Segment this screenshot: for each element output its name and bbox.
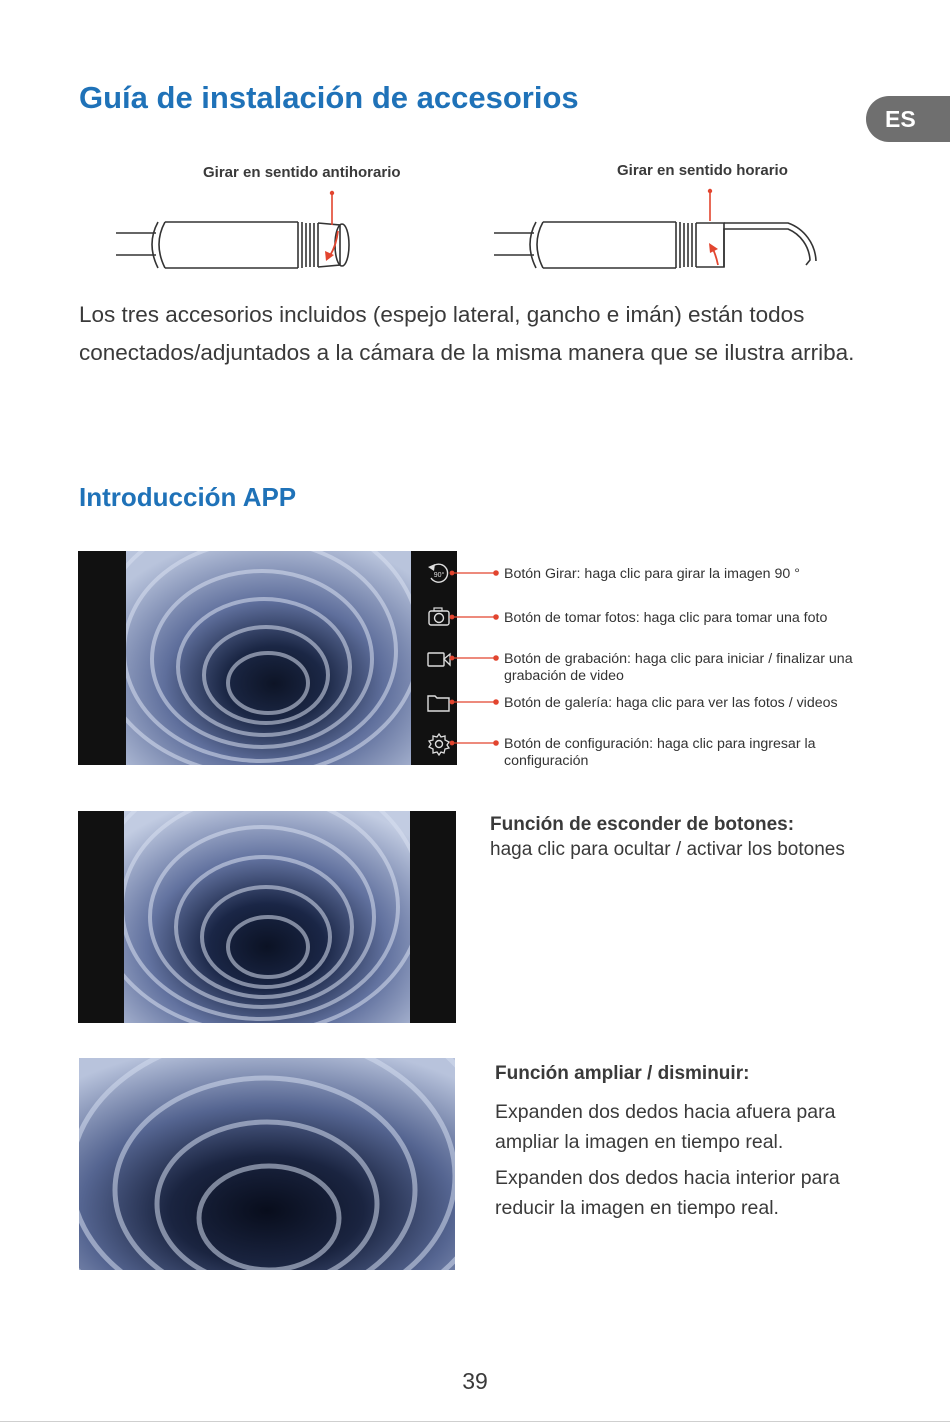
callout-photo: Botón de tomar fotos: haga clic para tomar una foto xyxy=(504,610,828,626)
ccw-camera-drawing xyxy=(116,222,349,268)
app-screenshot-hidden-buttons[interactable] xyxy=(78,811,456,1023)
zoom-reduce-text: Expanden dos dedos hacia interior para reducir la imagen en tiempo real. xyxy=(495,1167,840,1219)
page-bottom-divider xyxy=(0,1421,950,1422)
hide-buttons-description xyxy=(490,812,870,862)
cw-camera-drawing xyxy=(494,222,816,268)
app-screenshot-zoom[interactable] xyxy=(79,1058,455,1270)
zoom-title: Función ampliar / disminuir: xyxy=(495,1063,750,1084)
cw-install-diagram xyxy=(488,185,838,280)
camera-view-image xyxy=(78,811,456,1023)
hide-buttons-text: haga clic para ocultar / activar los botones xyxy=(490,839,845,860)
camera-view-image xyxy=(79,1058,455,1270)
app-screenshot-with-buttons xyxy=(78,551,457,765)
callout-gallery: Botón de galería: haga clic para ver las fotos / videos xyxy=(504,695,838,711)
install-description: Los tres accesorios incluidos (espejo lateral, gancho e imán) están todos conectados/adjuntados a la cámara de la misma manera que se ilustra arriba. xyxy=(79,302,855,365)
install-title: Guía de instalación de accesorios xyxy=(79,80,579,115)
ccw-arrow-icon xyxy=(325,191,338,261)
cw-arrow-icon xyxy=(708,189,718,265)
callout-settings: Botón de configuración: haga clic para ingresar la configuración xyxy=(504,736,816,769)
callout-rotate: Botón Girar: haga clic para girar la imagen 90 ° xyxy=(504,566,800,582)
zoom-description xyxy=(495,1063,895,1229)
ccw-install-diagram xyxy=(110,185,360,280)
page-number: 39 xyxy=(462,1368,488,1394)
app-title: Introducción APP xyxy=(79,482,297,512)
language-tab: ES xyxy=(866,96,950,142)
callout-leader-lines xyxy=(440,560,510,760)
callout-record: Botón de grabación: haga clic para iniciar / finalizar una grabación de video xyxy=(504,651,853,684)
rotate-icon-text: 90° xyxy=(433,572,445,579)
ccw-label: Girar en sentido antihorario xyxy=(203,164,401,181)
hide-buttons-title: Función de esconder de botones: xyxy=(490,814,795,835)
cw-label: Girar en sentido horario xyxy=(617,162,788,179)
zoom-expand-text: Expanden dos dedos hacia afuera para ampliar la imagen en tiempo real. xyxy=(495,1101,836,1153)
camera-view-image xyxy=(78,551,457,765)
